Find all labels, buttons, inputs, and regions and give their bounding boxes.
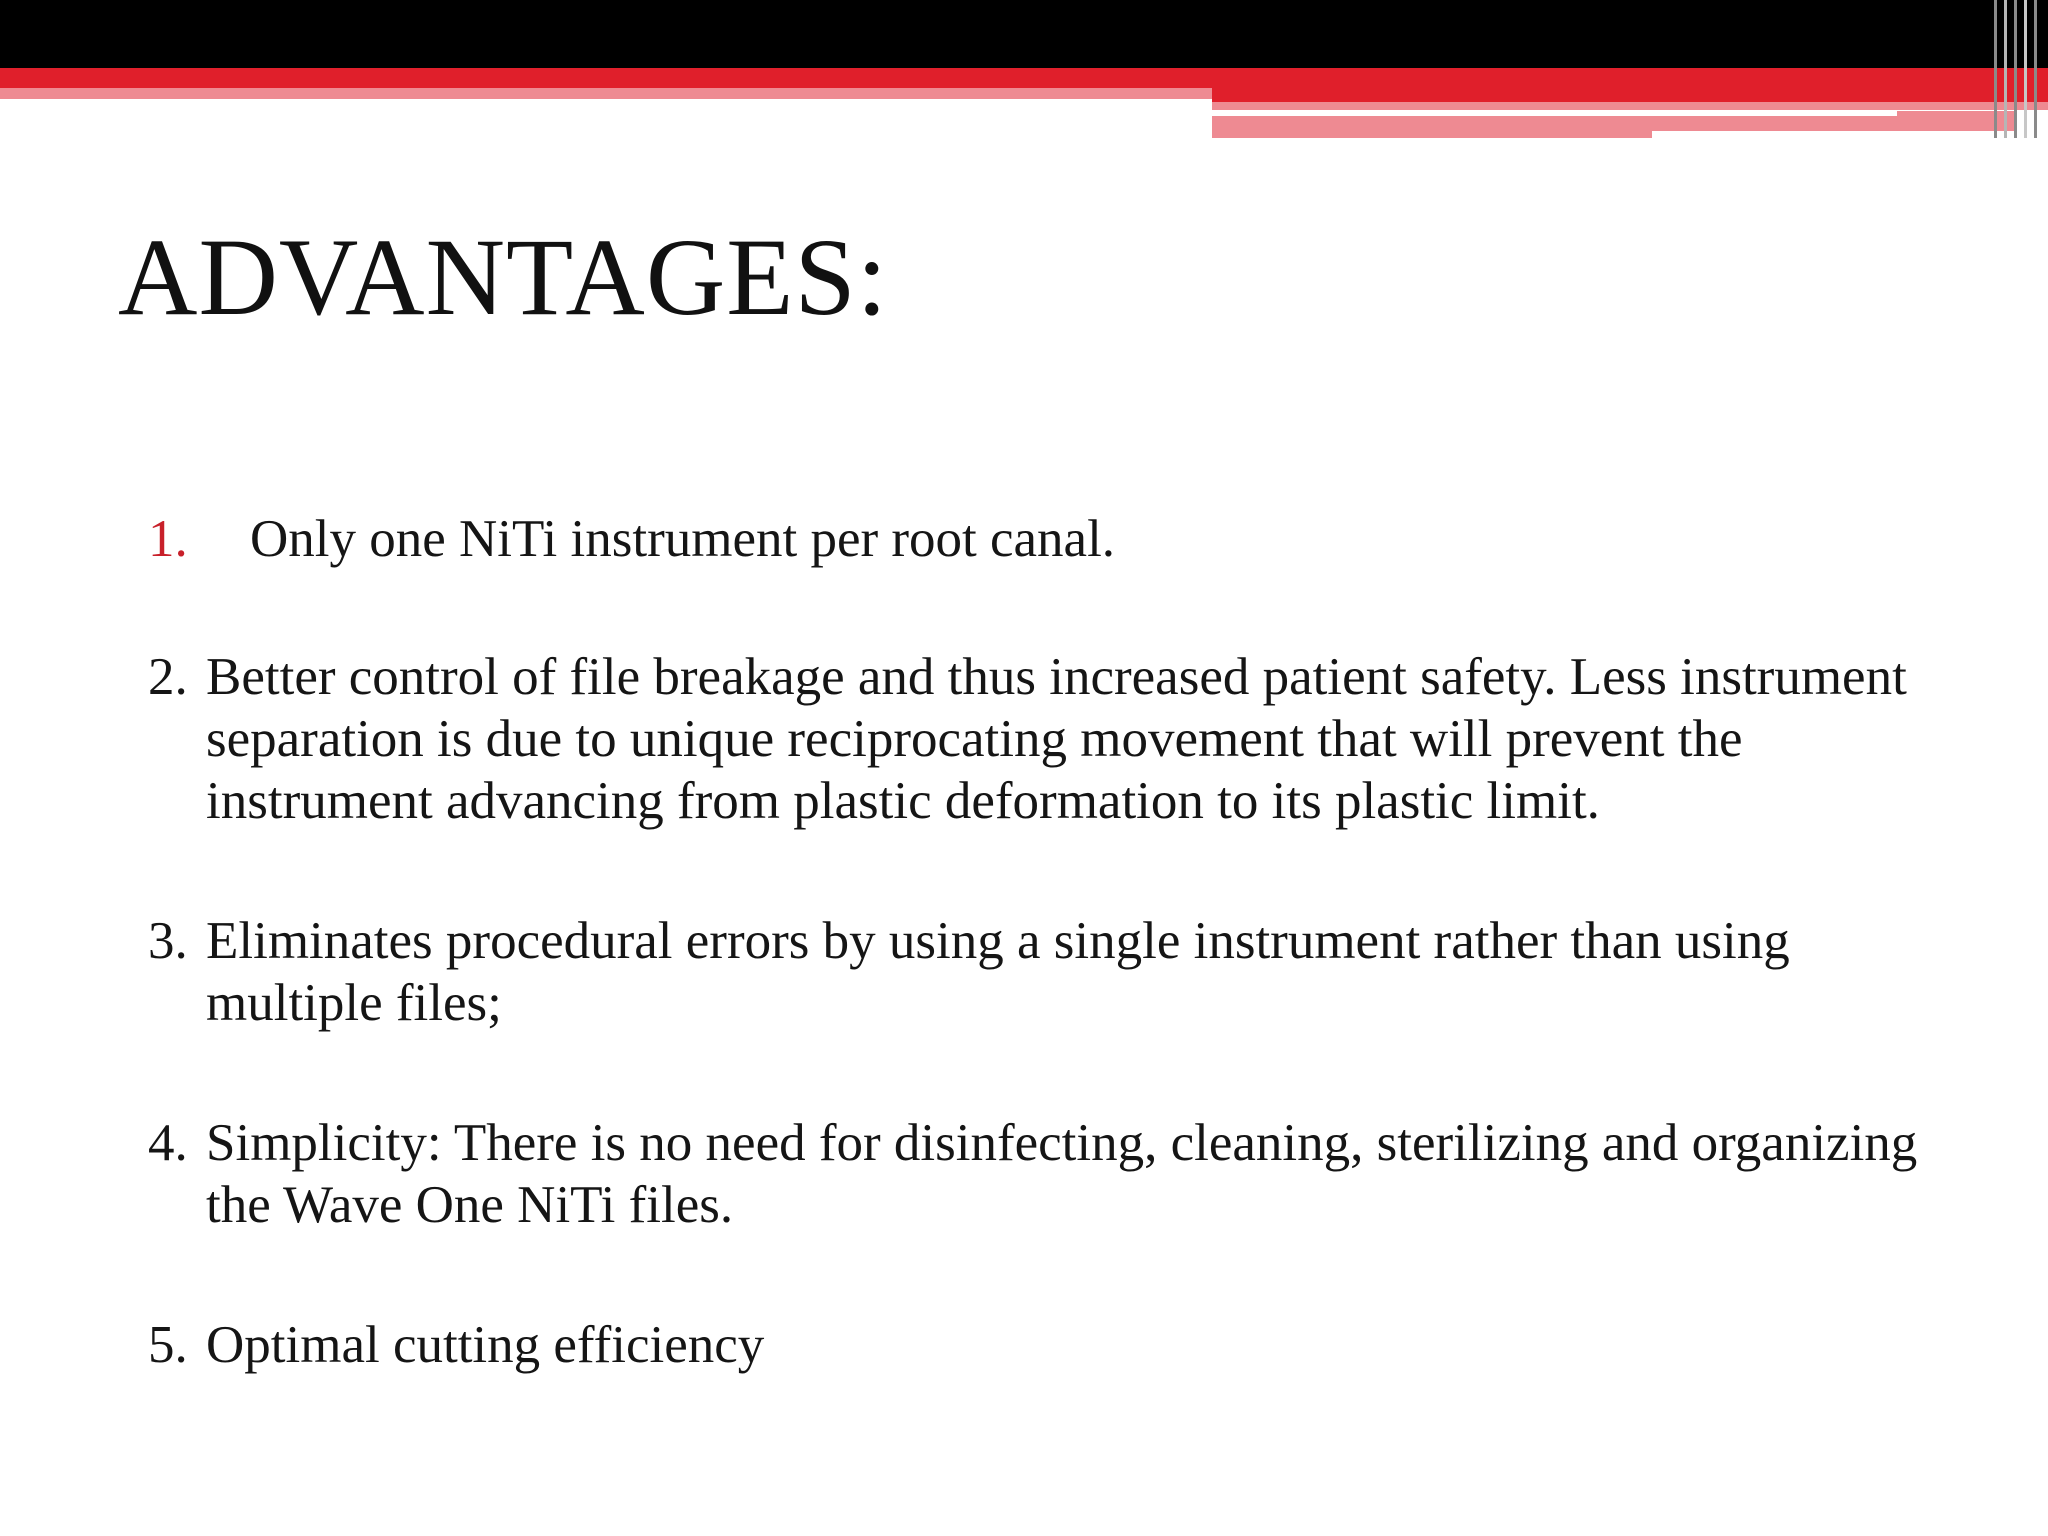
list-item-number: 5. bbox=[148, 1316, 188, 1374]
list-item-text: Simplicity: There is no need for disinfecting, cleaning, sterilizing and organizing the Wave One NiTi files. bbox=[206, 1114, 1918, 1234]
list-item bbox=[148, 1314, 1928, 1376]
header-red-bar-right bbox=[1212, 88, 2048, 102]
header-red-bar bbox=[0, 68, 2048, 88]
header-pink-bar-lower bbox=[1212, 116, 1652, 138]
header-stripes bbox=[1988, 0, 2048, 138]
list-item-number: 4. bbox=[148, 1114, 188, 1172]
header-pink-bar-left bbox=[0, 88, 1212, 99]
list-item bbox=[148, 508, 1928, 570]
header-pink-bar-lower-2 bbox=[1652, 116, 1897, 131]
list-item bbox=[148, 1112, 1928, 1236]
header-black-bar bbox=[0, 0, 2048, 68]
list-item-number: 1. bbox=[148, 510, 188, 568]
list-item-number: 2. bbox=[148, 648, 188, 706]
slide-title: ADVANTAGES: bbox=[118, 216, 889, 338]
list-item-text: Better control of file breakage and thus increased patient safety. Less instrument separation is due to unique reciprocating movement that will prevent the instrument advancing from plastic deformation to its plastic limit. bbox=[206, 648, 1907, 830]
list-item bbox=[148, 646, 1928, 832]
list-item bbox=[148, 910, 1928, 1034]
header-pink-bar-right bbox=[1212, 102, 2048, 110]
list-item-text: Only one NiTi instrument per root canal. bbox=[250, 510, 1116, 568]
advantages-list bbox=[148, 508, 1928, 1454]
list-item-number: 3. bbox=[148, 912, 188, 970]
list-item-text: Eliminates procedural errors by using a single instrument rather than using multiple files; bbox=[206, 912, 1790, 1032]
list-item-text: Optimal cutting efficiency bbox=[206, 1316, 765, 1374]
